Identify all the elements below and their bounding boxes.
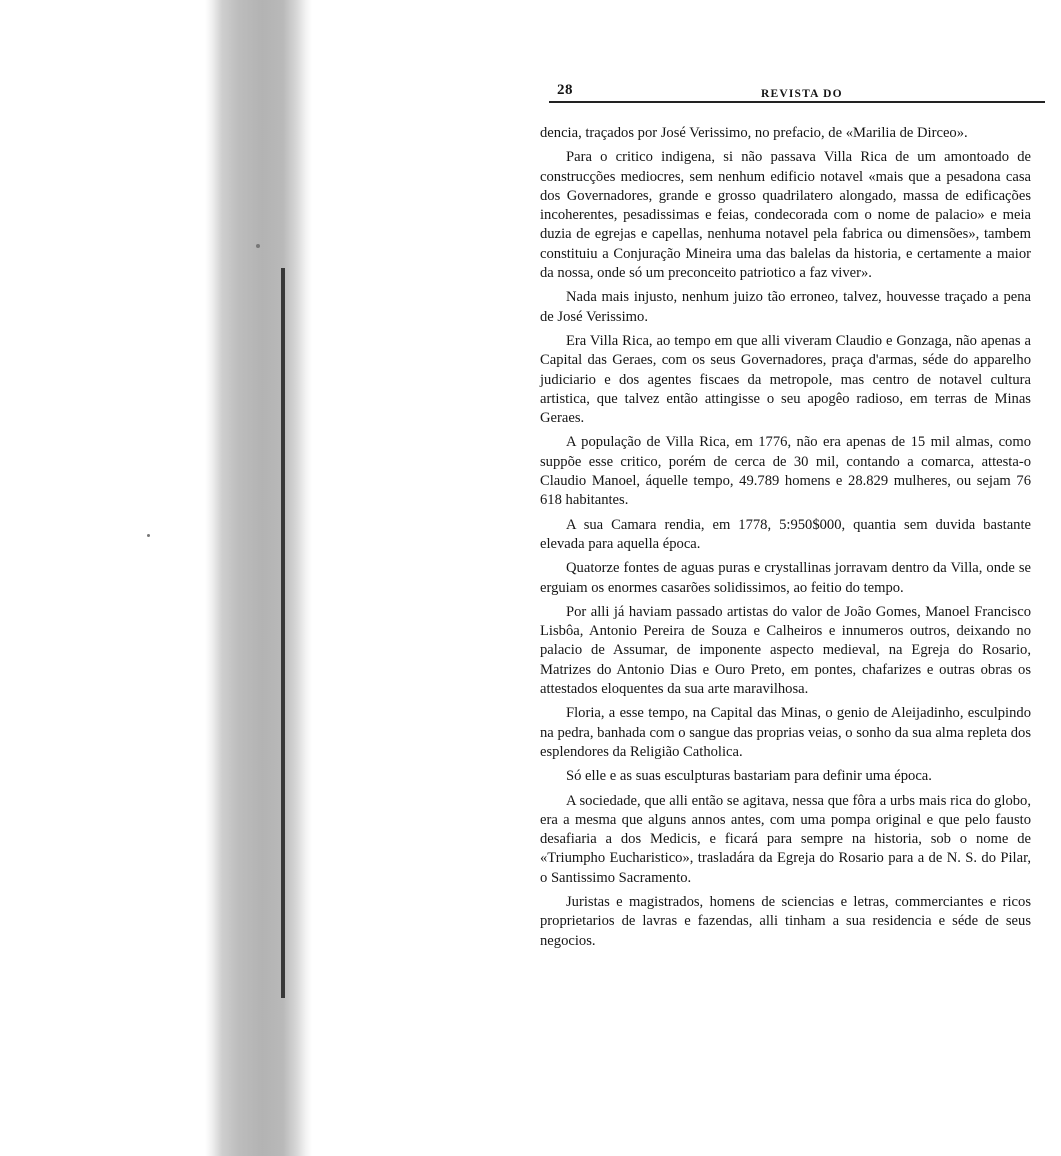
paper-speck — [256, 244, 260, 248]
running-title: REVISTA DO — [761, 88, 843, 100]
paragraph: Era Villa Rica, ao tempo em que alli viveram Claudio e Gonzaga, não apenas a Capital das Geraes, com os seus Governadores, praça d'armas, séde do apparelho judiciario e dos agentes fiscaes da metropole, mas centro de notavel cultura artistica, que talvez então attingisse o seu apogêo radioso, em terras de Minas Geraes. — [540, 332, 1031, 427]
paragraph: A sua Camara rendia, em 1778, 5:950$000, quantia sem duvida bastante elevada para aquella época. — [540, 516, 1031, 552]
paragraph: Quatorze fontes de aguas puras e crystallinas jorravam dentro da Villa, onde se erguiam os enormes casarões solidissimos, ao feitio do tempo. — [540, 560, 1031, 596]
paragraph: A população de Villa Rica, em 1776, não era apenas de 15 mil almas, como suppõe esse critico, porém de cerca de 30 mil, contando a comarca, attesta-o Claudio Manoel, áquelle tempo, 49.789 homens e 28.829 mulheres, ou sejam 76 618 habitantes. — [540, 434, 1031, 509]
paragraph: Para o critico indigena, si não passava Villa Rica de um amontoado de construcções mediocres, sem nenhum edificio notavel «mais que a pesadona casa dos Governadores, grande e grosso quadrilatero alongado, massa de edificações incoherentes, pesadissimas e feias, condecorada com o nome de palacio» e meia duzia de egrejas e capellas, nenhuma notavel pela fabrica ou dimensões», tambem constituiu a Conjuração Mineira uma das balelas da historia, e certamente a maior da nossa, onde só um preconceito patriotico a faz viver». — [540, 149, 1031, 282]
paragraph: Só elle e as suas esculpturas bastariam para definir uma época. — [566, 768, 932, 785]
page-number: 28 — [557, 82, 573, 98]
book-binding-shadow — [0, 0, 312, 1156]
paragraph: Por alli já haviam passado artistas do valor de João Gomes, Manoel Francisco Lisbôa, Antonio Pereira de Souza e Calheiros e innumeros outros, deixando no palacio de Assumar, de imponente aspecto medieval, na Egreja do Rosario, Matrizes do Antonio Dias e Ouro Preto, em pontes, chafarizes e outras obras os attestados eloquentes da sua arte maravilhosa. — [540, 603, 1031, 698]
header-rule — [549, 101, 1045, 103]
paragraph: Juristas e magistrados, homens de sciencias e letras, commerciantes e ricos proprietarios de lavras e fazendas, alli tinham a sua residencia e séde de seus negocios. — [540, 893, 1031, 949]
paper-speck — [147, 534, 150, 537]
binding-edge-line — [281, 268, 285, 998]
paragraph: A sociedade, que alli então se agitava, nessa que fôra a urbs mais rica do globo, era a mesma que alguns annos antes, com uma pompa original e que pelo fausto desafiaria a dos Medicis, e ficará para sempre na historia, sob o nome de «Triumpho Eucharistico», trasladára da Egreja do Rosario para a de N. S. do Pilar, o Santissimo Sacramento. — [540, 792, 1031, 886]
body-text — [540, 124, 1031, 956]
paragraph: Nada mais injusto, nenhum juizo tão erroneo, talvez, houvesse traçado a pena de José Verissimo. — [540, 289, 1031, 325]
paragraph-continuation: dencia, traçados por José Verissimo, no prefacio, de «Marilia de Dirceo». — [540, 125, 968, 141]
paragraph: Floria, a esse tempo, na Capital das Minas, o genio de Aleijadinho, esculpindo na pedra, banhada com o sangue das proprias veias, o sonho da sua alma repleta dos esplendores da Religião Catholica. — [540, 705, 1031, 760]
